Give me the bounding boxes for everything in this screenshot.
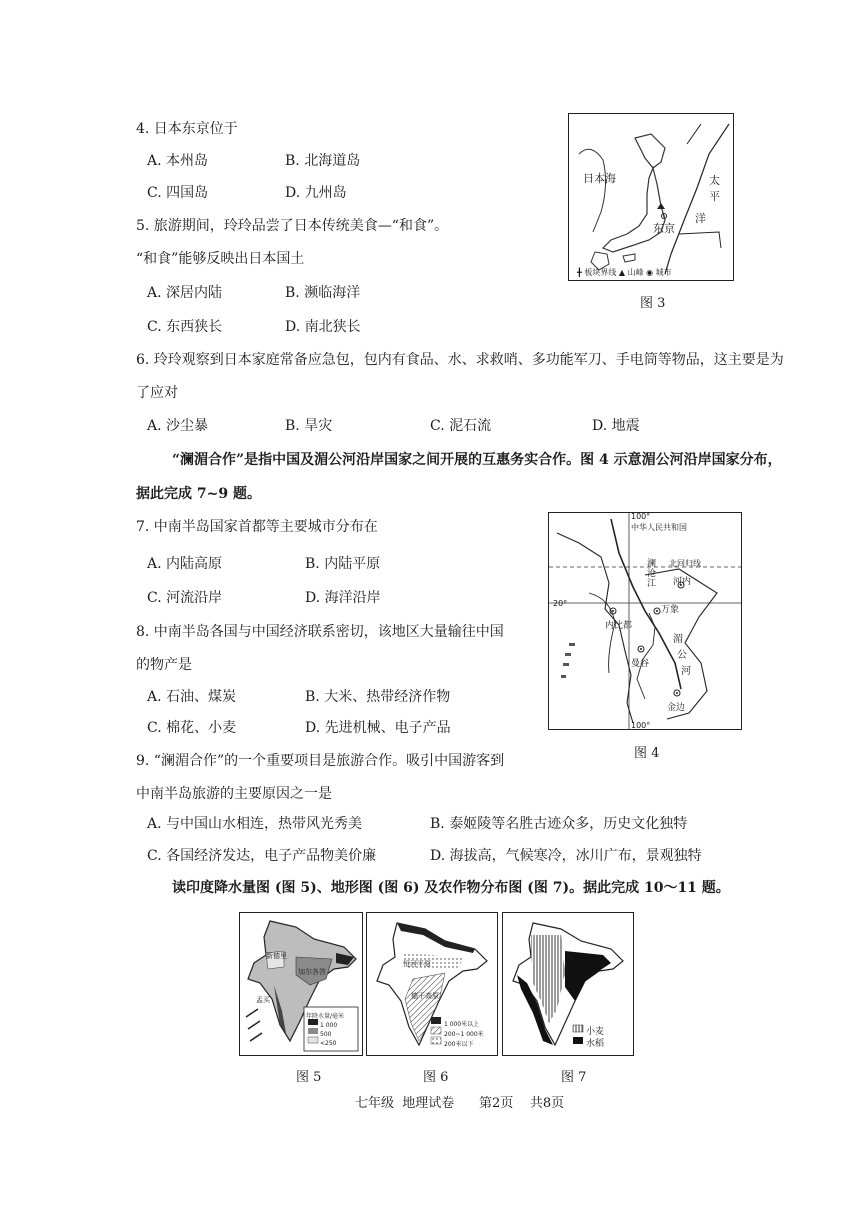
intro-7-9-line2: 据此完成 7~9 题。 [136,486,261,502]
figure-3-caption: 图 3 [640,296,666,311]
fig4-label-lancang-1: 澜 [647,559,657,569]
fig4-label-lancang-2: 沧 [647,569,657,579]
fig4-label-lon-bottom: 100° [631,721,651,730]
plate-boundary-icon: ╋ [577,268,585,277]
fig4-label-naypyidaw: 内比都 [605,621,633,631]
q5-option-c: C. 东西狭长 [147,319,223,335]
q8-option-c: C. 棉花、小麦 [147,720,237,736]
fig4-label-phnompenh: 金边 [667,703,686,713]
q8-option-b: B. 大米、热带经济作物 [305,689,451,705]
fig6-legend-item: 1 000米以上 [444,1021,480,1028]
q9-stem-line2: 中南半岛旅游的主要原因之一是 [136,786,332,802]
q9-option-d: D. 海拔高，气候寒冷，冰川广布，景观独特 [430,848,702,864]
figure-6-caption: 图 6 [423,1070,449,1085]
figure-5-india-precipitation-map [239,912,363,1056]
q6-option-a: A. 沙尘暴 [147,418,209,434]
figure-6-india-terrain-map [366,912,498,1056]
fig5-legend-item: 1 000 [320,1022,338,1029]
fig6-label-b: 德干高原 [411,992,439,1000]
fig4-label-hanoi: 河内 [673,577,692,587]
q6-option-b: B. 旱灾 [285,418,333,434]
q8-stem-line2: 的物产是 [136,657,192,673]
intro-7-9-line1: “澜湄合作”是指中国及湄公河沿岸国家之间开展的互惠务实合作。图 4 示意湄公河沿岸国家分布， [172,452,782,468]
fig6-legend-item: 200~1 000米 [444,1031,484,1038]
q5-option-b: B. 濒临海洋 [285,285,361,301]
q7-stem: 7. 中南半岛国家首都等主要城市分布在 [136,519,378,535]
q9-option-b: B. 泰姬陵等名胜古迹众多，历史文化独特 [430,816,688,832]
fig4-label-lat: 20° [553,599,568,608]
fig3-label-ocean-1: 太 [709,174,720,187]
q4-option-c: C. 四国岛 [147,185,209,201]
fig5-legend-item: <250 [320,1040,337,1047]
figure-4-mekong-map [548,512,742,730]
q8-stem-line1: 8. 中南半岛各国与中国经济联系密切，该地区大量输往中国 [136,624,504,640]
fig4-label-tropic: 北回归线 [669,559,701,568]
q7-option-d: D. 海洋沿岸 [305,590,381,606]
q4-stem: 4. 日本东京位于 [136,121,238,137]
fig3-legend: ╋ 板块界线 ▲ 山峰 ◉ 城市 [577,268,672,277]
figure-7-india-crops-map [502,912,634,1056]
fig4-label-lon-top: 100° [631,512,651,521]
q5-stem-line2: “和食”能够反映出日本国土 [136,251,305,267]
q4-option-d: D. 九州岛 [285,185,347,201]
figure-3-japan-map [568,113,734,281]
fig3-label-ocean-2: 平 [709,190,720,203]
figure-7-caption: 图 7 [561,1070,587,1085]
fig5-label-c: 孟买 [256,996,270,1004]
fig6-label-a: 恒河平原 [403,960,431,968]
q6-option-c: C. 泥石流 [430,418,492,434]
q9-option-a: A. 与中国山水相连，热带风光秀美 [147,816,363,832]
fig3-label-city: 东京 [653,222,675,235]
fig7-legend-rice: 水稻 [586,1039,605,1049]
q9-stem-line1: 9. “澜湄合作”的一个重要项目是旅游合作。吸引中国游客到 [136,753,505,769]
q7-option-b: B. 内陆平原 [305,556,381,572]
page-footer: 七年级 地理试卷 第2页 共8页 [355,1096,565,1111]
fig5-legend-item: 500 [320,1031,332,1038]
figure-5-caption: 图 5 [296,1070,322,1085]
q5-stem-line1: 5. 旅游期间，玲玲品尝了日本传统美食—“和食”。 [136,218,449,234]
fig4-label-china: 中华人民共和国 [631,523,687,532]
fig5-legend-title: 年降水量/毫米 [306,1013,345,1020]
fig3-label-sea: 日本海 [583,172,616,185]
q4-option-a: A. 本州岛 [147,153,209,169]
fig4-label-mekong-2: 公 [677,650,687,661]
q7-option-a: A. 内陆高原 [147,556,223,572]
fig4-label-bangkok: 曼谷 [631,659,650,669]
fig4-label-mekong-1: 湄 [673,634,683,645]
q6-option-d: D. 地震 [592,418,640,434]
q7-option-c: C. 河流沿岸 [147,590,223,606]
q8-option-d: D. 先进机械、电子产品 [305,720,451,736]
fig3-label-ocean-3: 洋 [695,212,706,225]
fig7-legend-wheat: 小麦 [586,1027,605,1037]
fig5-label-b: 加尔各答 [298,968,326,976]
fig6-legend-item: 200米以下 [444,1041,474,1048]
q6-stem-line1: 6. 玲玲观察到日本家庭常备应急包，包内有食品、水、求救哨、多功能军刀、手电筒等物品，这主要是为 [136,352,784,368]
q5-option-a: A. 深居内陆 [147,285,223,301]
figure-4-caption: 图 4 [634,746,660,761]
fig5-label-a: 新德里 [266,952,287,960]
fig4-label-mekong-3: 河 [681,666,691,677]
q8-option-a: A. 石油、煤炭 [147,689,237,705]
q6-stem-line2: 了应对 [136,385,178,401]
fig4-label-vientiane: 万象 [661,605,680,615]
q5-option-d: D. 南北狭长 [285,319,361,335]
intro-10-11: 读印度降水量图 (图 5)、地形图 (图 6) 及农作物分布图 (图 7)。据此完成 10～11 题。 [172,880,730,896]
fig4-label-lancang-3: 江 [647,579,657,589]
q4-option-b: B. 北海道岛 [285,153,361,169]
q9-option-c: C. 各国经济发达，电子产品物美价廉 [147,848,377,864]
